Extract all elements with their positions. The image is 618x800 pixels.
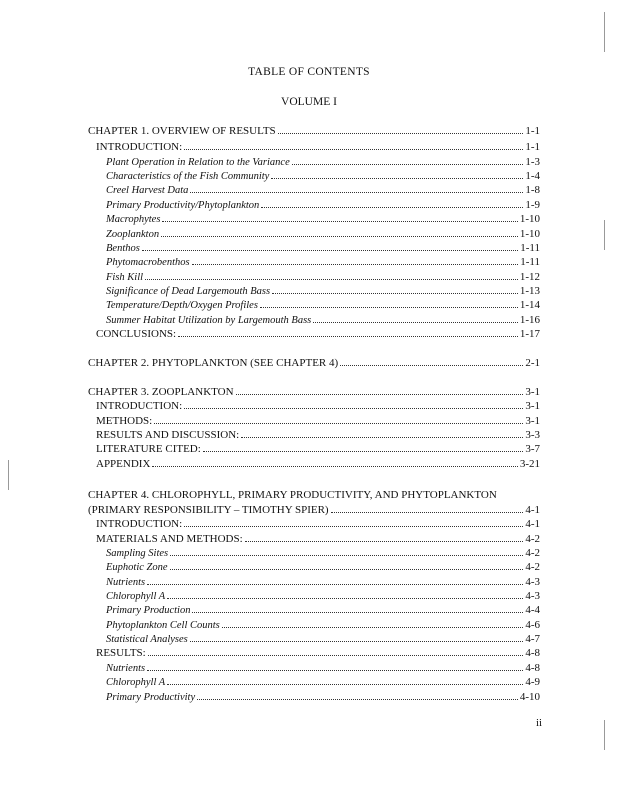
toc-entry-page: 4-3: [525, 590, 540, 602]
toc-entry-page: 2-1: [525, 357, 540, 369]
toc-entry-label: Phytoplankton Cell Counts: [106, 620, 220, 631]
toc-entry: [106, 618, 540, 633]
toc-entry-label: Plant Operation in Relation to the Variance: [106, 157, 290, 168]
toc-entry-label: CHAPTER 3. ZOOPLANKTON: [88, 386, 234, 398]
toc-entry: [106, 589, 540, 604]
toc-entry-label: CHAPTER 2. PHYTOPLANKTON (SEE CHAPTER 4): [88, 357, 339, 369]
dot-leader: [261, 206, 523, 208]
toc-entry-page: 1-8: [525, 184, 540, 196]
toc-entry-label: (PRIMARY RESPONSIBILITY – TIMOTHY SPIER): [88, 504, 329, 516]
toc-entry-page: 4-9: [525, 676, 540, 688]
dot-leader: [190, 191, 523, 193]
dot-leader: [203, 450, 524, 452]
toc-entry: [106, 183, 540, 198]
toc-entry-label: Significance of Dead Largemouth Bass: [106, 286, 271, 297]
dot-leader: [245, 540, 524, 542]
toc-entry: [106, 198, 540, 213]
toc-entry: [96, 442, 540, 456]
dot-leader: [278, 132, 524, 134]
toc-entry: [96, 428, 540, 442]
toc-entry-page: 1-11: [520, 242, 540, 254]
toc-entry-page: 3-1: [525, 415, 540, 427]
scan-edge-mark: [8, 460, 9, 490]
toc-entry-label: CHAPTER 4. CHLOROPHYLL, PRIMARY PRODUCTIVITY, AND PHYTOPLANKTON: [88, 489, 497, 501]
dot-leader: [162, 220, 517, 222]
toc-entry-label: Macrophytes: [106, 214, 161, 225]
toc-entry-page: 3-3: [525, 429, 540, 441]
toc-entry: [106, 661, 540, 676]
toc-entry: [88, 356, 540, 370]
toc-entry-label: INTRODUCTION:: [96, 400, 183, 412]
toc-entry-label: Chlorophyll A: [106, 591, 166, 602]
toc-entry-page: 1-13: [519, 285, 540, 297]
toc-entry: [106, 675, 540, 690]
toc-entry-label: Nutrients: [106, 577, 146, 588]
toc-entry: [96, 457, 540, 471]
page-number: ii: [536, 717, 543, 729]
dot-leader: [331, 511, 524, 513]
toc-entry: [106, 241, 540, 256]
toc-entry-page: 4-1: [525, 504, 540, 516]
toc-entry: [106, 212, 540, 227]
toc-entry-page: 1-14: [519, 299, 540, 311]
toc-entry-label: Sampling Sites: [106, 548, 169, 559]
toc-entry-page: 4-4: [525, 604, 540, 616]
toc-entry-page: 4-6: [525, 619, 540, 631]
dot-leader: [313, 321, 518, 323]
toc-entry-page: 1-10: [519, 228, 540, 240]
volume-heading: VOLUME I: [281, 96, 337, 108]
toc-entry-page: 1-17: [519, 328, 540, 340]
dot-leader: [161, 235, 518, 237]
dot-leader: [142, 249, 518, 251]
dot-leader: [222, 626, 524, 628]
dot-leader: [236, 393, 524, 395]
toc-entry-page: 1-3: [525, 156, 540, 168]
dot-leader: [145, 278, 518, 280]
toc-entry-page: 4-2: [525, 547, 540, 559]
toc-entry-label: INTRODUCTION:: [96, 518, 183, 530]
toc-entry-page: 4-8: [525, 647, 540, 659]
page-title: TABLE OF CONTENTS: [248, 66, 370, 78]
toc-entry-page: 1-12: [519, 271, 540, 283]
toc-entry-page: 4-2: [525, 561, 540, 573]
toc-entry: [106, 546, 540, 561]
toc-entry: [96, 532, 540, 546]
toc-entry-page: 4-10: [519, 691, 540, 703]
toc-entry-label: Benthos: [106, 243, 140, 254]
dot-leader: [147, 583, 523, 585]
toc-entry-page: 1-4: [525, 170, 540, 182]
toc-entry-label: Creel Harvest Data: [106, 185, 189, 196]
toc-entry-label: Characteristics of the Fish Community: [106, 171, 270, 182]
toc-entry-page: 4-3: [525, 576, 540, 588]
dot-leader: [152, 465, 517, 467]
toc-entry: [88, 503, 540, 517]
toc-entry-page: 3-21: [519, 458, 540, 470]
dot-leader: [192, 263, 519, 265]
toc-entry-page: 1-1: [525, 141, 540, 153]
dot-leader: [167, 597, 523, 599]
toc-entry: [106, 255, 540, 270]
toc-entry-label: CONCLUSIONS:: [96, 328, 177, 340]
dot-leader: [190, 640, 524, 642]
toc-entry: [106, 155, 540, 170]
toc-entry-page: 4-7: [525, 633, 540, 645]
toc-entry: [106, 298, 540, 313]
toc-entry-page: 4-1: [525, 518, 540, 530]
dot-leader: [170, 554, 523, 556]
toc-entry: [106, 632, 540, 647]
dot-leader: [272, 292, 518, 294]
dot-leader: [184, 407, 523, 409]
toc-entry: [96, 327, 540, 341]
dot-leader: [340, 364, 523, 366]
toc-entry-label: Euphotic Zone: [106, 562, 168, 573]
toc-entry-label: MATERIALS AND METHODS:: [96, 533, 243, 545]
toc-entry: [106, 575, 540, 590]
toc-entry-page: 1-9: [525, 199, 540, 211]
toc-entry-page: 3-1: [525, 400, 540, 412]
toc-entry-label: LITERATURE CITED:: [96, 443, 201, 455]
toc-entry: [106, 560, 540, 575]
toc-entry: [106, 227, 540, 242]
dot-leader: [192, 611, 523, 613]
toc-entry: [96, 646, 540, 660]
toc-entry-label: Chlorophyll A: [106, 677, 166, 688]
dot-leader: [167, 683, 523, 685]
toc-entry-label: Phytomacrobenthos: [106, 257, 190, 268]
toc-entry-label: Statistical Analyses: [106, 634, 188, 645]
toc-entry-page: 1-16: [519, 314, 540, 326]
toc-entry-label: APPENDIX: [96, 458, 151, 470]
dot-leader: [292, 163, 524, 165]
toc-entry: [88, 124, 540, 138]
toc-entry-page: 4-2: [525, 533, 540, 545]
toc-entry-page: 3-1: [525, 386, 540, 398]
toc-entry-label: Primary Productivity/Phytoplankton: [106, 200, 260, 211]
dot-leader: [197, 698, 518, 700]
dot-leader: [271, 177, 523, 179]
scan-edge-mark: [604, 720, 605, 750]
toc-entry: [96, 399, 540, 413]
toc-entry-label: Nutrients: [106, 663, 146, 674]
toc-entry-label: Primary Production: [106, 605, 191, 616]
dot-leader: [178, 335, 518, 337]
scan-edge-mark: [604, 12, 605, 52]
toc-entry: [96, 517, 540, 531]
toc-entry: [106, 169, 540, 184]
toc-entry: [96, 414, 540, 428]
dot-leader: [154, 422, 523, 424]
toc-entry-label: Zooplankton: [106, 229, 160, 240]
toc-entry: [106, 270, 540, 285]
dot-leader: [147, 669, 523, 671]
toc-entry: [106, 603, 540, 618]
toc-entry-label: Summer Habitat Utilization by Largemouth Bass: [106, 315, 312, 326]
dot-leader: [241, 436, 523, 438]
toc-entry-page: 3-7: [525, 443, 540, 455]
toc-entry-page: 4-8: [525, 662, 540, 674]
toc-entry-page: 1-1: [525, 125, 540, 137]
toc-entry-label: INTRODUCTION:: [96, 141, 183, 153]
toc-entry: [96, 140, 540, 154]
toc-entry-label: RESULTS:: [96, 647, 146, 659]
toc-entry-label: METHODS:: [96, 415, 153, 427]
toc-entry-label: CHAPTER 1. OVERVIEW OF RESULTS: [88, 125, 276, 137]
toc-entry: [106, 690, 540, 705]
toc-entry: [106, 284, 540, 299]
scan-edge-mark: [604, 220, 605, 250]
toc-entry-page: 1-11: [520, 256, 540, 268]
toc-entry: [88, 385, 540, 399]
dot-leader: [148, 654, 524, 656]
dot-leader: [184, 525, 523, 527]
dot-leader: [170, 568, 524, 570]
toc-entry-label: Primary Productivity: [106, 692, 196, 703]
dot-leader: [260, 306, 518, 308]
dot-leader: [184, 148, 523, 150]
toc-entry: [88, 488, 540, 502]
toc-entry-label: RESULTS AND DISCUSSION:: [96, 429, 240, 441]
toc-entry-label: Fish Kill: [106, 272, 144, 283]
toc-entry-page: 1-10: [519, 213, 540, 225]
toc-entry-label: Temperature/Depth/Oxygen Profiles: [106, 300, 258, 311]
toc-entry: [106, 313, 540, 328]
